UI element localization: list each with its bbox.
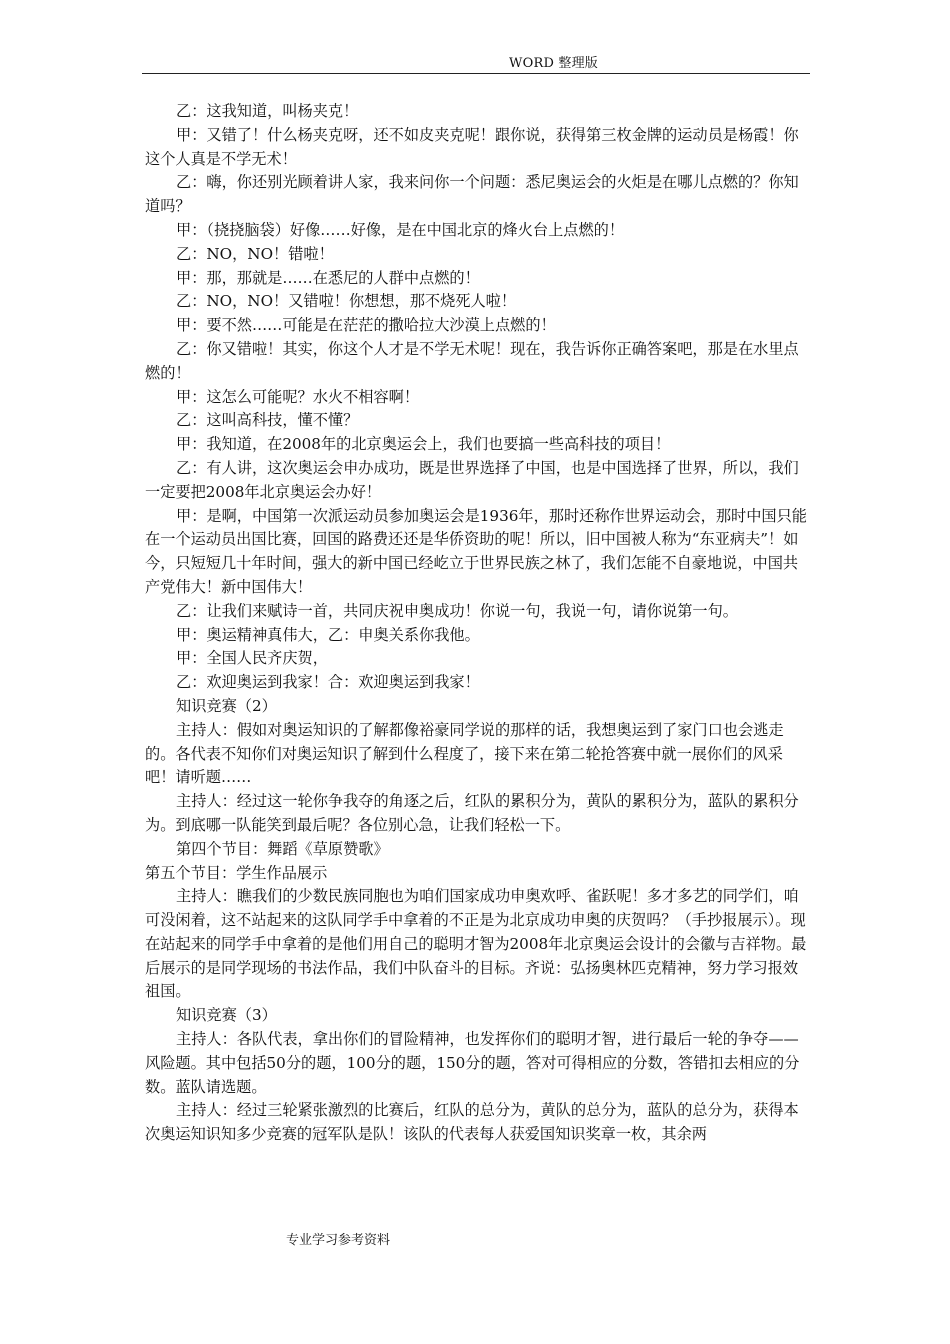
paragraph: 甲：这怎么可能呢？水火不相容啊！ (176, 387, 419, 406)
paragraph: 乙：有人讲，这次奥运会申办成功，既是世界选择了中国，也是中国选择了世界，所以，我们一定要把2008年北京奥运会办好！ (145, 458, 799, 501)
header-title: WORD 整理版 (509, 56, 598, 71)
paragraph: 甲：我知道，在2008年的北京奥运会上，我们也要搞一些高科技的项目！ (176, 435, 671, 454)
paragraph: 甲：是啊，中国第一次派运动员参加奥运会是1936年，那时还称作世界运动会，那时中国只能在一个运动员出国比赛，回国的路费还还是华侨资助的呢！所以，旧中国被人称为“东亚病夫”！如今，只短短几十年时间，强大的新中国已经屹立于世界民族之林了，我们怎能不自豪地说，中国共产党伟大！新中国伟大！ (145, 506, 807, 596)
document-body (145, 100, 809, 1147)
program-item: 第四个节目：舞蹈《草原赞歌》 (176, 839, 389, 858)
paragraph: 主持人：瞧我们的少数民族同胞也为咱们国家成功申奥欢呼、雀跃呢！多才多艺的同学们，咱可没闲着，这不站起来的这队同学手中拿着的不正是为北京成功申奥的庆贺吗？（手抄报展示）。现在站起来的同学手中拿着的是他们用自己的聪明才智为2008年北京奥运会设计的会徽与吉祥物。最后展示的是同学现场的书法作品，我们中队奋斗的目标。齐说：弘扬奥林匹克精神，努力学习报效祖国。 (145, 887, 807, 1001)
paragraph: 主持人：经过三轮紧张激烈的比赛后，红队的总分为，黄队的总分为，蓝队的总分为，获得本次奥运知识知多少竞赛的冠军队是队！该队的代表每人获爱国知识奖章一枚，其余两 (145, 1101, 799, 1144)
paragraph: 主持人：经过这一轮你争我夺的角逐之后，红队的累积分为，黄队的累积分为，蓝队的累积分为。到底哪一队能笑到最后呢？各位别心急，让我们轻松一下。 (145, 792, 799, 834)
paragraph: 乙：NO，NO！错啦！ (176, 244, 334, 263)
paragraph: 乙：这叫高科技，懂不懂？ (176, 411, 359, 430)
section-heading: 知识竞赛（2） (176, 696, 277, 715)
page-footer: 专业学习参考资料 (286, 1233, 391, 1248)
program-item: 第五个节目：学生作品展示 (145, 863, 328, 882)
paragraph: 乙：欢迎奥运到我家！合：欢迎奥运到我家！ (176, 673, 480, 692)
page-header (142, 54, 810, 74)
paragraph: 乙：让我们来赋诗一首，共同庆祝申奥成功！你说一句，我说一句，请你说第一句。 (176, 601, 738, 620)
paragraph: 甲：奥运精神真伟大，乙：申奥关系你我他。 (176, 625, 480, 644)
paragraph: 甲：要不然……可能是在茫茫的撒哈拉大沙漠上点燃的！ (176, 316, 556, 335)
paragraph: 乙：你又错啦！其实，你这个人才是不学无术呢！现在，我告诉你正确答案吧，那是在水里点燃的！ (145, 339, 799, 382)
section-heading: 知识竞赛（3） (176, 1006, 277, 1025)
paragraph: 主持人：各队代表，拿出你们的冒险精神，也发挥你们的聪明才智，进行最后一轮的争夺——风险题。其中包括50分的题，100分的题，150分的题，答对可得相应的分数，答错扣去相应的分数。蓝队请选题。 (145, 1030, 800, 1096)
paragraph: 乙：NO，NO！又错啦！你想想，那不烧死人啦！ (176, 292, 517, 311)
paragraph: 甲：那，那就是……在悉尼的人群中点燃的！ (176, 268, 480, 287)
paragraph: 乙：嗨，你还别光顾着讲人家，我来问你一个问题：悉尼奥运会的火炬是在哪儿点燃的？你知道吗？ (145, 173, 799, 216)
paragraph: 甲：全国人民齐庆贺， (176, 649, 328, 668)
paragraph: 甲：（挠挠脑袋）好像……好像，是在中国北京的烽火台上点燃的！ (176, 220, 625, 239)
header-rule (142, 73, 810, 74)
paragraph: 主持人：假如对奥运知识的了解都像裕豪同学说的那样的话，我想奥运到了家门口也会逃走的。各代表不知你们对奥运知识了解到什么程度了，接下来在第二轮抢答赛中就一展你们的风采吧！请听题…… (145, 720, 784, 787)
paragraph: 乙：这我知道，叫杨夹克！ (176, 102, 359, 120)
paragraph: 甲：又错了！什么杨夹克呀，还不如皮夹克呢！跟你说，获得第三枚金牌的运动员是杨霞！你这个人真是不学无术！ (145, 125, 799, 168)
